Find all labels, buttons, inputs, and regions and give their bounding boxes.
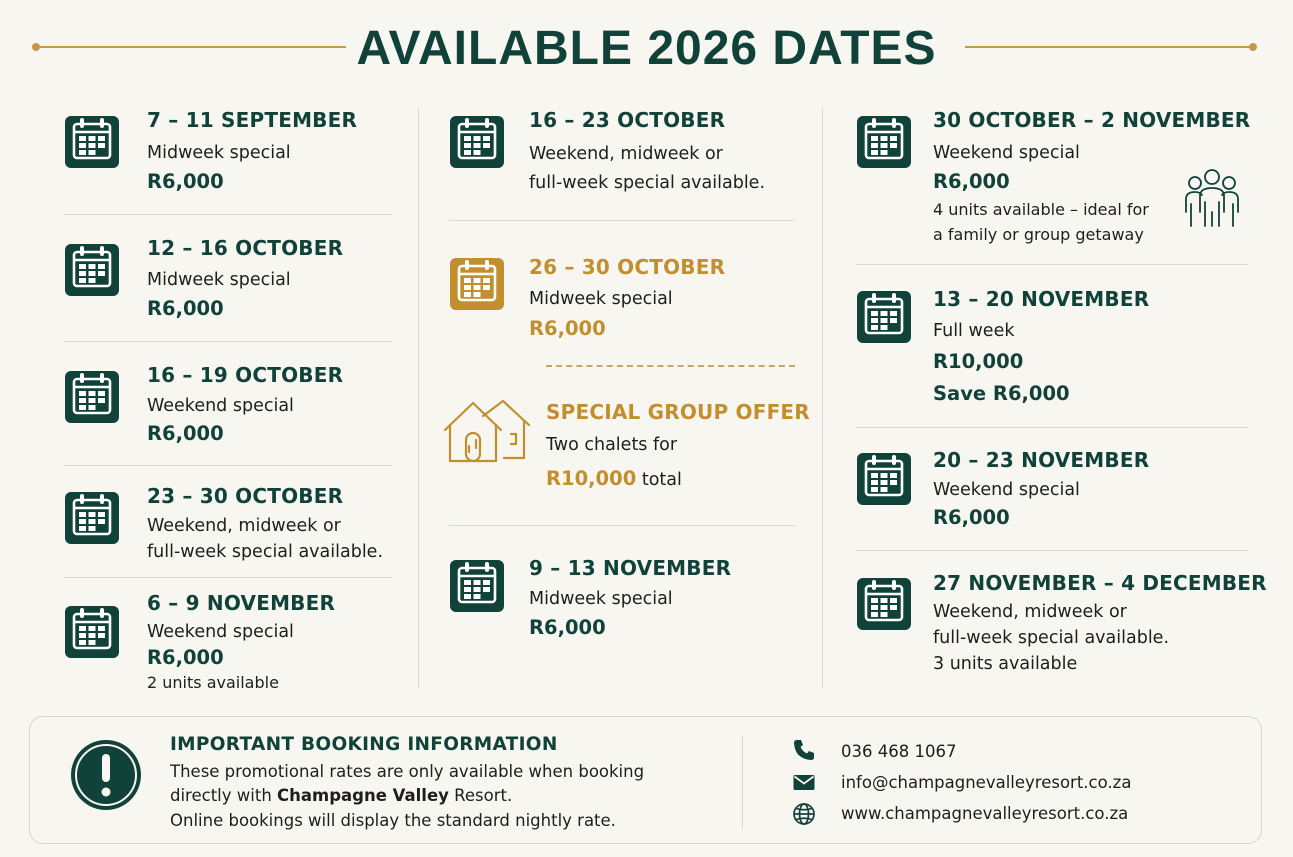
date-entry bbox=[933, 447, 1149, 533]
info-line-2-pre: directly with bbox=[170, 786, 278, 805]
family-icon bbox=[1183, 168, 1241, 228]
offer-price: R6,000 bbox=[147, 170, 224, 193]
offer-price: R6,000 bbox=[933, 506, 1010, 529]
group-offer-suffix: total bbox=[636, 470, 682, 490]
date-range: 6 – 9 NOVEMBER bbox=[147, 591, 336, 615]
offer-description-2: full-week special available. bbox=[933, 628, 1170, 648]
column-divider bbox=[822, 108, 823, 688]
calendar-icon-highlighted bbox=[450, 254, 504, 310]
phone-icon bbox=[792, 738, 816, 762]
offer-description: Midweek special bbox=[147, 143, 291, 163]
date-entry bbox=[147, 362, 343, 449]
entry-separator bbox=[64, 341, 392, 342]
column-divider bbox=[418, 108, 419, 688]
offer-price: R6,000 bbox=[147, 646, 224, 669]
offer-price: R10,000 bbox=[933, 350, 1024, 373]
calendar-icon bbox=[857, 574, 911, 630]
offer-description: Weekend, midweek or bbox=[933, 602, 1127, 622]
calendar-icon bbox=[65, 240, 119, 296]
calendar-icon bbox=[857, 112, 911, 168]
group-offer bbox=[546, 399, 810, 494]
date-range: 7 – 11 SEPTEMBER bbox=[147, 108, 358, 132]
date-range: 20 – 23 NOVEMBER bbox=[933, 448, 1150, 472]
calendar-icon bbox=[65, 367, 119, 423]
calendar-icon bbox=[450, 112, 504, 168]
offer-price: R6,000 bbox=[147, 297, 224, 320]
calendar-icon bbox=[65, 112, 119, 168]
calendar-icon bbox=[65, 488, 119, 544]
group-offer-price: R10,000 bbox=[546, 467, 637, 490]
offer-description: Midweek special bbox=[147, 270, 291, 290]
date-entry bbox=[933, 570, 1267, 677]
group-offer-text: Two chalets for bbox=[546, 435, 678, 455]
globe-icon bbox=[792, 802, 816, 826]
savings-amount: Save R6,000 bbox=[933, 382, 1070, 405]
date-range: 16 – 19 OCTOBER bbox=[147, 363, 344, 387]
date-range: 12 – 16 OCTOBER bbox=[147, 236, 344, 260]
date-range: 9 – 13 NOVEMBER bbox=[529, 556, 732, 580]
offer-price: R6,000 bbox=[529, 616, 606, 639]
info-line-3: Online bookings will display the standard nightly rate. bbox=[170, 811, 616, 830]
header-rule-dot-right bbox=[1249, 43, 1257, 51]
calendar-icon bbox=[857, 287, 911, 343]
entry-separator bbox=[64, 214, 392, 215]
email-link[interactable]: info@champagnevalleyresort.co.za bbox=[841, 773, 1132, 792]
availability-note-2: a family or group getaway bbox=[933, 225, 1144, 244]
availability-note: 4 units available – ideal for bbox=[933, 200, 1149, 219]
entry-separator bbox=[449, 220, 795, 221]
offer-description: Weekend special bbox=[933, 480, 1080, 500]
offer-description: Weekend special bbox=[147, 622, 294, 642]
calendar-icon bbox=[857, 449, 911, 505]
group-offer-title: SPECIAL GROUP OFFER bbox=[546, 400, 810, 424]
offer-description-2: full-week special available. bbox=[529, 173, 766, 193]
offer-description: Midweek special bbox=[529, 289, 673, 309]
offer-description: Full week bbox=[933, 321, 1015, 341]
date-entry bbox=[529, 107, 765, 198]
info-line-1: These promotional rates are only available when booking bbox=[170, 762, 645, 781]
offer-price: R6,000 bbox=[933, 170, 1010, 193]
exclamation-icon bbox=[70, 739, 142, 811]
date-range: 23 – 30 OCTOBER bbox=[147, 484, 344, 508]
entry-separator bbox=[856, 264, 1248, 265]
offer-price: R6,000 bbox=[529, 317, 606, 340]
calendar-icon bbox=[450, 556, 504, 612]
entry-separator bbox=[64, 577, 392, 578]
offer-description: Midweek special bbox=[529, 589, 673, 609]
date-entry bbox=[529, 555, 731, 643]
date-entry bbox=[147, 483, 383, 565]
info-divider bbox=[742, 735, 743, 829]
dashed-separator bbox=[546, 365, 795, 367]
offer-description: Weekend special bbox=[147, 396, 294, 416]
resort-name: Champagne Valley bbox=[277, 786, 449, 805]
entry-separator bbox=[64, 465, 392, 466]
calendar-icon bbox=[65, 602, 119, 658]
offer-description: Weekend, midweek or bbox=[529, 144, 723, 164]
header-rule-right bbox=[965, 46, 1253, 48]
offer-description: Weekend special bbox=[933, 143, 1080, 163]
page-title: AVAILABLE 2026 DATES bbox=[356, 22, 937, 75]
entry-separator bbox=[449, 525, 795, 526]
date-range: 13 – 20 NOVEMBER bbox=[933, 287, 1150, 311]
date-entry bbox=[933, 286, 1149, 410]
info-line-2 bbox=[170, 784, 512, 808]
website-link[interactable]: www.champagnevalleyresort.co.za bbox=[841, 804, 1129, 823]
info-line-2-post: Resort. bbox=[448, 786, 513, 805]
date-entry-highlighted bbox=[529, 254, 725, 344]
availability-note: 3 units available bbox=[933, 654, 1078, 674]
offer-description-2: full-week special available. bbox=[147, 542, 384, 562]
offer-price: R6,000 bbox=[147, 422, 224, 445]
entry-separator bbox=[856, 550, 1248, 551]
date-range: 30 OCTOBER – 2 NOVEMBER bbox=[933, 108, 1251, 132]
info-title: IMPORTANT BOOKING INFORMATION bbox=[170, 734, 558, 755]
phone-number[interactable]: 036 468 1067 bbox=[841, 742, 957, 761]
houses-icon bbox=[443, 400, 531, 464]
date-range: 26 – 30 OCTOBER bbox=[529, 255, 726, 279]
date-entry bbox=[147, 107, 357, 197]
offer-description: Weekend, midweek or bbox=[147, 516, 341, 536]
date-range: 16 – 23 OCTOBER bbox=[529, 108, 726, 132]
date-entry bbox=[147, 235, 343, 324]
entry-separator bbox=[856, 427, 1248, 428]
date-range: 27 NOVEMBER – 4 DECEMBER bbox=[933, 571, 1267, 595]
availability-note: 2 units available bbox=[147, 673, 279, 692]
mail-icon bbox=[792, 770, 816, 794]
date-entry bbox=[147, 590, 335, 695]
booking-info-box bbox=[29, 716, 1262, 844]
